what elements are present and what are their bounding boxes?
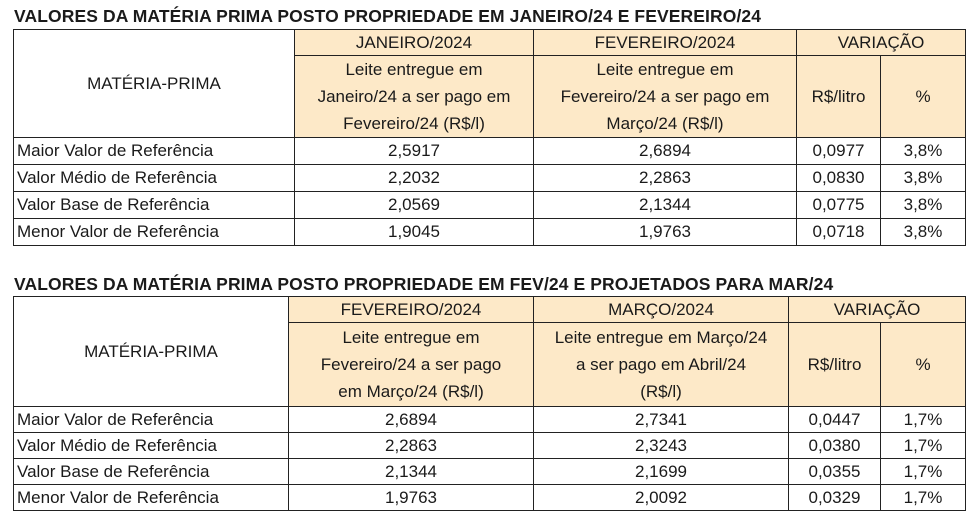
period2-description xyxy=(534,323,789,407)
variation-rs: 0,0355 xyxy=(789,459,881,485)
period1-header: JANEIRO/2024 xyxy=(295,30,534,56)
desc-line: Leite entregue em xyxy=(345,60,483,79)
period1-description xyxy=(289,323,534,407)
value-period2: 2,3243 xyxy=(534,433,789,459)
row-label: Maior Valor de Referência xyxy=(14,138,295,165)
desc-line: Fevereiro/24 (R$/l) xyxy=(343,114,485,133)
row-label: Menor Valor de Referência xyxy=(14,485,289,511)
variation-rs: 0,0775 xyxy=(797,192,881,219)
table1-title: VALORES DA MATÉRIA PRIMA POSTO PROPRIEDADE EM JANEIRO/24 E FEVEREIRO/24 xyxy=(14,6,762,26)
row-label: Valor Base de Referência xyxy=(14,192,295,219)
row-label: Valor Médio de Referência xyxy=(14,433,289,459)
variation-pct: 3,8% xyxy=(881,138,966,165)
desc-line: a ser pago em Abril/24 xyxy=(575,355,747,374)
variation-rs: 0,0830 xyxy=(797,165,881,192)
table-row xyxy=(14,485,966,511)
desc-line: Março/24 (R$/l) xyxy=(606,114,724,133)
table-row xyxy=(14,219,966,246)
period2-description xyxy=(534,56,797,138)
table1 xyxy=(13,29,966,246)
table-row xyxy=(14,433,966,459)
period1-description xyxy=(295,56,534,138)
unit-rs-header: R$/litro xyxy=(789,323,881,407)
variacao-header: VARIAÇÃO xyxy=(797,30,966,56)
variation-pct: 1,7% xyxy=(881,433,966,459)
value-period1: 2,6894 xyxy=(289,407,534,433)
row-label: Menor Valor de Referência xyxy=(14,219,295,246)
value-period1: 2,5917 xyxy=(295,138,534,165)
materia-prima-header: MATÉRIA-PRIMA xyxy=(14,30,295,138)
value-period2: 2,0092 xyxy=(534,485,789,511)
desc-line: Janeiro/24 a ser pago em xyxy=(317,87,511,106)
value-period1: 2,1344 xyxy=(289,459,534,485)
table2-title: VALORES DA MATÉRIA PRIMA POSTO PROPRIEDADE EM FEV/24 E PROJETADOS PARA MAR/24 xyxy=(14,274,834,294)
value-period2: 2,1699 xyxy=(534,459,789,485)
variation-pct: 1,7% xyxy=(881,459,966,485)
desc-line: Fevereiro/24 a ser pago em xyxy=(560,87,770,106)
table2 xyxy=(13,296,966,511)
period1-header: FEVEREIRO/2024 xyxy=(289,297,534,323)
variacao-header: VARIAÇÃO xyxy=(789,297,966,323)
desc-line: (R$/l) xyxy=(640,382,682,401)
variation-pct: 3,8% xyxy=(881,219,966,246)
row-label: Valor Base de Referência xyxy=(14,459,289,485)
variation-pct: 3,8% xyxy=(881,165,966,192)
variation-rs: 0,0977 xyxy=(797,138,881,165)
value-period2: 2,7341 xyxy=(534,407,789,433)
row-label: Maior Valor de Referência xyxy=(14,407,289,433)
variation-pct: 3,8% xyxy=(881,192,966,219)
value-period2: 2,1344 xyxy=(534,192,797,219)
variation-pct: 1,7% xyxy=(881,485,966,511)
variation-rs: 0,0447 xyxy=(789,407,881,433)
desc-line: em Março/24 (R$/l) xyxy=(338,382,484,401)
table-row xyxy=(14,407,966,433)
desc-line: Fevereiro/24 a ser pago xyxy=(320,355,502,374)
unit-pct-header: % xyxy=(881,56,966,138)
table-row xyxy=(14,138,966,165)
variation-rs: 0,0380 xyxy=(789,433,881,459)
period2-header: MARÇO/2024 xyxy=(534,297,789,323)
period2-header: FEVEREIRO/2024 xyxy=(534,30,797,56)
row-label: Valor Médio de Referência xyxy=(14,165,295,192)
value-period1: 2,2032 xyxy=(295,165,534,192)
variation-pct: 1,7% xyxy=(881,407,966,433)
table-row xyxy=(14,192,966,219)
value-period1: 2,2863 xyxy=(289,433,534,459)
value-period1: 2,0569 xyxy=(295,192,534,219)
unit-pct-header: % xyxy=(881,323,966,407)
desc-line: Leite entregue em xyxy=(342,328,480,347)
value-period1: 1,9763 xyxy=(289,485,534,511)
value-period2: 2,6894 xyxy=(534,138,797,165)
unit-rs-header: R$/litro xyxy=(797,56,881,138)
value-period2: 2,2863 xyxy=(534,165,797,192)
variation-rs: 0,0329 xyxy=(789,485,881,511)
value-period1: 1,9045 xyxy=(295,219,534,246)
value-period2: 1,9763 xyxy=(534,219,797,246)
desc-line: Leite entregue em xyxy=(596,60,734,79)
desc-line: Leite entregue em Março/24 xyxy=(554,328,768,347)
table-row xyxy=(14,459,966,485)
variation-rs: 0,0718 xyxy=(797,219,881,246)
table-row xyxy=(14,165,966,192)
materia-prima-header: MATÉRIA-PRIMA xyxy=(14,297,289,407)
